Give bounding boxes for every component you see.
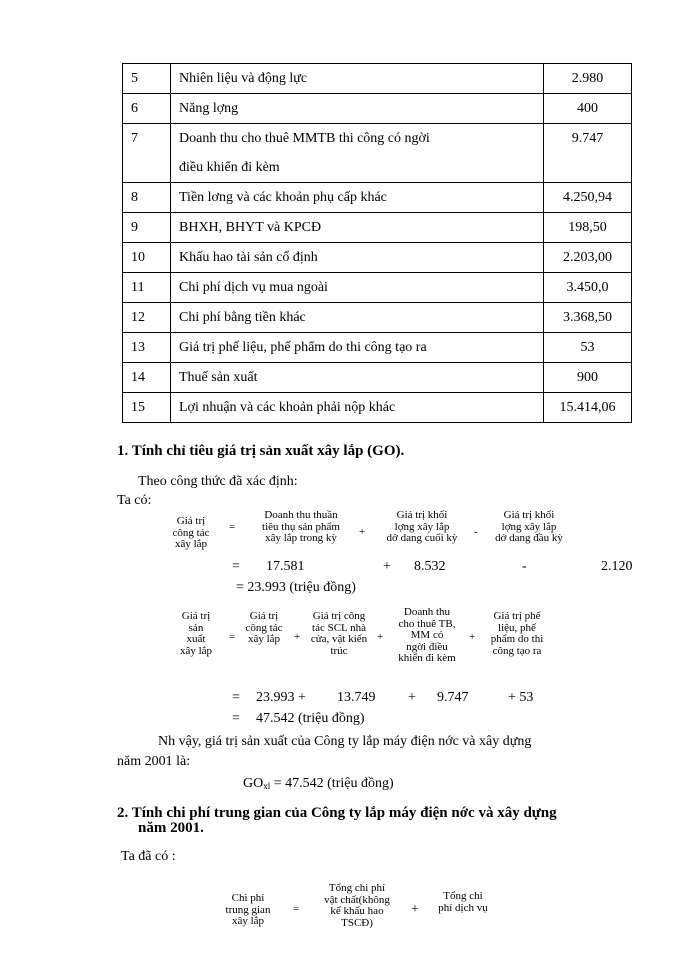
f2-term3: Doanh thu cho thuê TB, MM có ngời điều khiển đi kèm xyxy=(398,606,456,664)
row-value: 198,50 xyxy=(544,213,632,243)
row-value: 3.450,0 xyxy=(544,273,632,303)
row-number: 9 xyxy=(123,213,171,243)
f3-term2: Tổng chi phí dịch vụ xyxy=(438,890,488,914)
row-number: 14 xyxy=(123,363,171,393)
calc1-value1: 17.581 xyxy=(266,559,305,574)
row-description: Nhiên liệu và động lực xyxy=(171,64,544,94)
row-number: 11 xyxy=(123,273,171,303)
table-row xyxy=(123,303,632,333)
row-value: 900 xyxy=(544,363,632,393)
row-value: 2.203,00 xyxy=(544,243,632,273)
go-result: $GO_{xl} = 47.542$ (triệu đồng) xyxy=(243,776,394,791)
section2-heading-line2: năm 2001. xyxy=(138,820,204,836)
row-description: Giá trị phế liệu, phế phẩm do thi công tạo ra xyxy=(171,333,544,363)
row-number: 8 xyxy=(123,183,171,213)
f1-term3: Giá trị khối lợng xây lắp dở dang đầu kỳ xyxy=(495,509,563,544)
calc2-equals: = xyxy=(232,690,240,705)
calc2-value1: 23.993 + xyxy=(256,690,306,705)
calc2-value4: + 53 xyxy=(508,690,534,705)
row-value: 4.250,94 xyxy=(544,183,632,213)
row-number: 13 xyxy=(123,333,171,363)
row-value: 2.980 xyxy=(544,64,632,94)
row-number: 7 xyxy=(123,124,171,183)
f2-left: Giá trị sản xuất xây lắp xyxy=(179,610,213,657)
calc1-plus: + xyxy=(383,559,391,574)
table-row xyxy=(123,64,632,94)
table-row xyxy=(123,94,632,124)
row-description: Năng lợng xyxy=(171,94,544,124)
calc2-equals2: = xyxy=(232,711,240,726)
conclusion-line2: năm 2001 là: xyxy=(117,754,191,769)
row-number: 10 xyxy=(123,243,171,273)
f3-term1: Tổng chi phí vật chất(không kể khấu hao TSCĐ) xyxy=(324,882,390,929)
table-row xyxy=(123,363,632,393)
section1-intro: Theo công thức đã xác định: xyxy=(138,474,298,489)
calc1-result: = 23.993 (triệu đồng) xyxy=(236,580,356,595)
row-value: 9.747 xyxy=(544,124,632,183)
calc1-minus: - xyxy=(522,559,527,574)
row-number: 6 xyxy=(123,94,171,124)
table-row xyxy=(123,183,632,213)
row-description: Chi phí dịch vụ mua ngoài xyxy=(171,273,544,303)
row-description: BHXH, BHYT và KPCĐ xyxy=(171,213,544,243)
table-row xyxy=(123,273,632,303)
table-row xyxy=(123,124,632,183)
calc2-result: 47.542 (triệu đồng) xyxy=(256,711,365,726)
calc2-plus: + xyxy=(408,690,416,705)
row-description: Lợi nhuận và các khoản phải nộp khác xyxy=(171,393,544,423)
f2-term4: Giá trị phế liệu, phế phẩm do thi công tạo ra xyxy=(490,610,544,657)
calc1-equals: = xyxy=(232,559,240,574)
row-description: Chi phí bằng tiền khác xyxy=(171,303,544,333)
row-value: 15.414,06 xyxy=(544,393,632,423)
f2-equals: = xyxy=(229,631,236,643)
f1-equals: = xyxy=(229,521,236,533)
f2-plus3: + xyxy=(469,631,476,643)
section1-taco: Ta có: xyxy=(117,493,152,508)
f1-term2: Giá trị khối lợng xây lắp dở dang cuối kỳ xyxy=(386,509,458,544)
f3-left: Chi phí trung gian xây lắp xyxy=(225,892,271,927)
f2-term1: Giá trị công tác xây lắp xyxy=(245,610,283,645)
table-row xyxy=(123,393,632,423)
table-row xyxy=(123,243,632,273)
f2-term2: Giá trị công tác SCL nhà cửa, vật kiến trúc xyxy=(310,610,368,657)
row-value: 400 xyxy=(544,94,632,124)
calc1-value2: 8.532 xyxy=(414,559,446,574)
conclusion-line1: Nh vậy, giá trị sản xuất của Công ty lắp máy điện nớc và xây dựng xyxy=(158,734,532,749)
f1-minus: - xyxy=(474,526,478,538)
f1-plus: + xyxy=(359,526,366,538)
section1-heading: 1. Tính chỉ tiêu giá trị sản xuất xây lắp (GO). xyxy=(117,443,405,459)
row-description: Doanh thu cho thuê MMTB thi công có ngời điều khiển đi kèm xyxy=(171,124,544,183)
calc2-value2: 13.749 xyxy=(337,690,376,705)
row-value: 53 xyxy=(544,333,632,363)
f3-equals: = xyxy=(293,903,300,915)
calc2-value3: 9.747 xyxy=(437,690,469,705)
row-description: Thuế sản xuất xyxy=(171,363,544,393)
f3-plus: + xyxy=(411,902,419,917)
row-number: 12 xyxy=(123,303,171,333)
row-number: 15 xyxy=(123,393,171,423)
row-description: Khấu hao tài sản cố định xyxy=(171,243,544,273)
f2-plus1: + xyxy=(294,631,301,643)
f2-plus2: + xyxy=(377,631,384,643)
row-number: 5 xyxy=(123,64,171,94)
f1-left: Giá trị công tác xây lắp xyxy=(172,515,210,550)
table-row xyxy=(123,213,632,243)
section2-heading-line1: 2. Tính chi phí trung gian của Công ty lắp máy điện nớc và xây dựng xyxy=(117,805,557,821)
row-value: 3.368,50 xyxy=(544,303,632,333)
row-description: Tiền lơng và các khoản phụ cấp khác xyxy=(171,183,544,213)
section2-taco: Ta đã có : xyxy=(121,849,176,864)
table-row xyxy=(123,333,632,363)
cost-table xyxy=(122,63,632,423)
f1-term1: Doanh thu thuần tiêu thụ sản phẩm xây lắp trong kỳ xyxy=(262,509,340,544)
calc1-value3: 2.120 xyxy=(601,559,633,574)
